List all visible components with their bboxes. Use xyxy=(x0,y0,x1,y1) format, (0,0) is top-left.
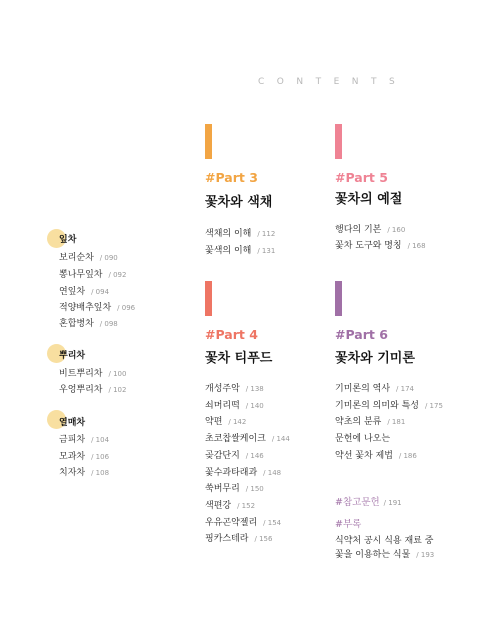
entry-name: 핑카스테라 xyxy=(205,534,249,544)
entry-page: / 098 xyxy=(99,320,118,328)
toc-entry[interactable] xyxy=(59,267,126,280)
entry-name: 뽕나무잎차 xyxy=(59,270,103,280)
toc-entry[interactable] xyxy=(205,481,264,494)
entry-name: 연잎차 xyxy=(59,287,86,297)
entry-page: / 156 xyxy=(254,535,273,543)
entry-page: / 152 xyxy=(237,502,256,510)
part3-color-bar xyxy=(205,124,212,159)
part4-title: 꽃차 티푸드 xyxy=(205,351,273,366)
toc-entry[interactable] xyxy=(205,381,264,394)
entry-name: 쑥버무리 xyxy=(205,484,240,494)
toc-entry[interactable] xyxy=(59,316,118,329)
entry-page: / 154 xyxy=(263,519,282,527)
entry-page: / 090 xyxy=(99,254,118,262)
entry-name: 약선 꽃차 제법 xyxy=(335,451,393,461)
contents-title: CONTENTS xyxy=(258,77,408,87)
entry-page: / 174 xyxy=(396,385,414,393)
entry-name: 약편 xyxy=(205,417,223,427)
entry-page: / 168 xyxy=(407,242,426,250)
entry-page: / 150 xyxy=(245,485,264,493)
entry-name: 초코찹쌀케이크 xyxy=(205,434,266,444)
entry-page: / 175 xyxy=(424,402,443,410)
entry-name: 곶감단지 xyxy=(205,451,240,461)
entry-name: 우엉뿌리차 xyxy=(59,385,103,395)
toc-entry[interactable] xyxy=(335,547,434,560)
entry-name: 기미론의 의미와 특성 xyxy=(335,401,419,411)
group-label-fruit: 열매차 xyxy=(59,418,86,428)
entry-name: 모과차 xyxy=(59,452,86,462)
entry-name: 색편강 xyxy=(205,501,232,511)
toc-entry[interactable] xyxy=(59,300,135,313)
toc-entry[interactable] xyxy=(59,250,118,263)
part3-title: 꽃차와 색채 xyxy=(205,195,273,210)
entry-name: 비트뿌리차 xyxy=(59,369,103,379)
entry-name: 문헌에 나오는 xyxy=(335,434,391,444)
part3-label: #Part 3 xyxy=(205,170,258,185)
entry-name: 꽃차 도구와 명칭 xyxy=(335,241,402,251)
toc-entry[interactable] xyxy=(335,398,443,411)
entry-page: / 144 xyxy=(271,435,290,443)
entry-page: / 131 xyxy=(257,247,276,255)
entry-page: / 146 xyxy=(245,452,264,460)
entry-page: / 100 xyxy=(108,370,127,378)
toc-entry[interactable] xyxy=(59,449,109,462)
entry-page: / 142 xyxy=(228,418,247,426)
entry-page: / 102 xyxy=(108,386,127,394)
entry-name: 꽃을 이용하는 식물 xyxy=(335,550,411,560)
toc-entry[interactable] xyxy=(335,238,426,251)
toc-entry[interactable] xyxy=(205,515,281,528)
entry-page: / 148 xyxy=(263,469,282,477)
toc-entry[interactable] xyxy=(205,448,264,461)
toc-entry[interactable] xyxy=(59,465,109,478)
entry-name: 행다의 기본 xyxy=(335,225,382,235)
toc-entry[interactable] xyxy=(59,382,126,395)
entry-name: 금피차 xyxy=(59,435,86,445)
part5-color-bar xyxy=(335,124,342,159)
toc-entry[interactable] xyxy=(335,448,417,461)
entry-page: / 096 xyxy=(117,304,136,312)
part4-label: #Part 4 xyxy=(205,327,258,342)
entry-name: 꽃수과타래과 xyxy=(205,468,258,478)
entry-page: / 138 xyxy=(245,385,264,393)
part6-title: 꽃차와 기미론 xyxy=(335,351,415,366)
references-label: #참고문헌 xyxy=(335,497,380,508)
toc-entry[interactable] xyxy=(335,381,414,394)
toc-entry[interactable] xyxy=(59,366,126,379)
part6-label: #Part 6 xyxy=(335,327,388,342)
entry-name: 개성주악 xyxy=(205,384,240,394)
toc-entry[interactable] xyxy=(59,284,109,297)
entry-page: / 108 xyxy=(91,469,110,477)
part5-title: 꽃차의 예절 xyxy=(335,192,403,207)
entry-page: / 191 xyxy=(383,499,402,507)
toc-entry[interactable] xyxy=(335,431,390,444)
toc-entry[interactable] xyxy=(205,398,264,411)
entry-page: / 094 xyxy=(91,288,110,296)
entry-page: / 160 xyxy=(387,226,406,234)
toc-entry[interactable] xyxy=(205,414,246,427)
part4-color-bar xyxy=(205,281,212,316)
entry-name: 보리순차 xyxy=(59,253,94,263)
entry-page: / 140 xyxy=(245,402,264,410)
entry-page: / 092 xyxy=(108,271,127,279)
group-label-root: 뿌리차 xyxy=(59,351,86,361)
appendix-line1: 식약처 공시 식용 재료 중 xyxy=(335,536,434,546)
toc-entry[interactable] xyxy=(205,465,281,478)
entry-page: / 104 xyxy=(91,436,110,444)
entry-page: / 193 xyxy=(416,551,435,559)
entry-page: / 106 xyxy=(91,453,110,461)
toc-entry[interactable] xyxy=(205,243,275,256)
entry-name: 치자차 xyxy=(59,468,86,478)
entry-page: / 181 xyxy=(387,418,406,426)
entry-name: 약초의 분류 xyxy=(335,417,382,427)
toc-entry[interactable] xyxy=(205,498,255,511)
references-entry[interactable] xyxy=(335,494,402,508)
part5-label: #Part 5 xyxy=(335,170,388,185)
toc-entry[interactable] xyxy=(205,431,290,444)
entry-name: 색채의 이해 xyxy=(205,229,252,239)
entry-page: / 186 xyxy=(398,452,417,460)
entry-name: 기미론의 역사 xyxy=(335,384,391,394)
entry-name: 적양배추잎차 xyxy=(59,303,112,313)
toc-entry[interactable] xyxy=(335,222,405,235)
toc-entry[interactable] xyxy=(59,432,109,445)
entry-name: 혼합병차 xyxy=(59,319,94,329)
toc-entry[interactable] xyxy=(205,226,275,239)
group-label-leaf: 잎차 xyxy=(59,235,77,245)
entry-name: 쇠머리떡 xyxy=(205,401,240,411)
toc-entry[interactable] xyxy=(205,531,272,544)
entry-name: 꽃색의 이해 xyxy=(205,246,252,256)
toc-entry[interactable] xyxy=(335,414,405,427)
appendix-label: #부록 xyxy=(335,519,362,530)
entry-page: / 112 xyxy=(257,230,276,238)
entry-name: 우유곤약젤리 xyxy=(205,518,258,528)
part6-color-bar xyxy=(335,281,342,316)
